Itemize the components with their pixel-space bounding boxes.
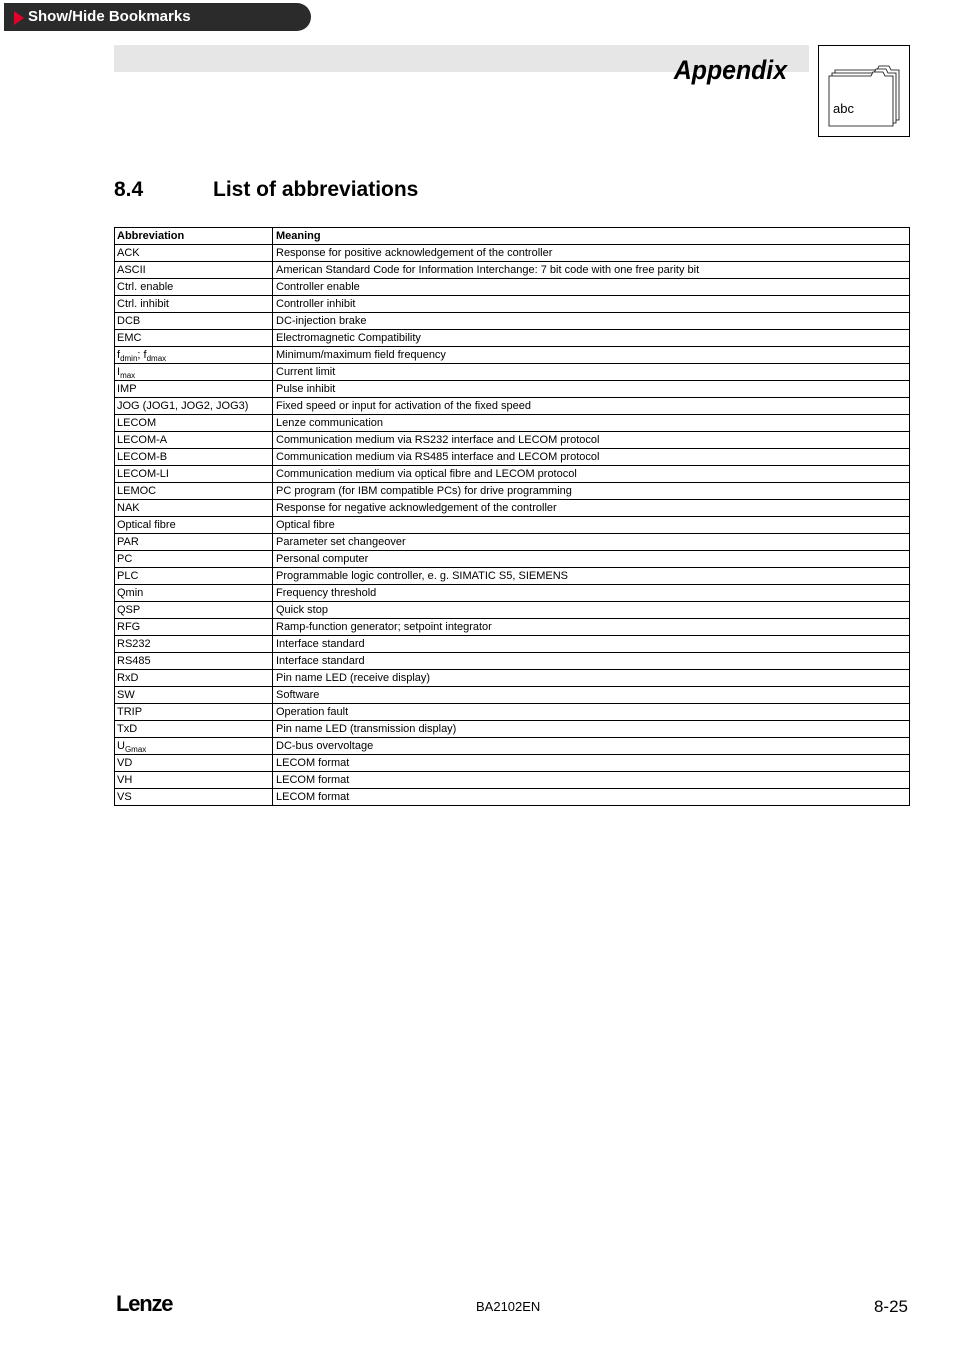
triangle-right-icon — [14, 11, 24, 25]
table-row — [115, 721, 910, 738]
table-row — [115, 789, 910, 806]
meaning-cell: Minimum/maximum field frequency — [273, 347, 910, 364]
page-number: 8-25 — [873, 1297, 908, 1316]
abbreviation-cell: PC — [115, 551, 273, 568]
table-row — [115, 551, 910, 568]
table-row — [115, 772, 910, 789]
meaning-cell: LECOM format — [273, 789, 910, 806]
table-row — [115, 262, 910, 279]
abbreviation-cell: TxD — [115, 721, 273, 738]
abbreviation-cell: VS — [115, 789, 273, 806]
abbreviation-cell: SW — [115, 687, 273, 704]
meaning-cell: Communication medium via RS232 interface and LECOM protocol — [273, 432, 910, 449]
abbreviation-cell: JOG (JOG1, JOG2, JOG3) — [115, 398, 273, 415]
meaning-cell: Programmable logic controller, e. g. SIMATIC S5, SIEMENS — [273, 568, 910, 585]
show-hide-bookmarks-button[interactable] — [4, 3, 311, 31]
meaning-cell: Ramp-function generator; setpoint integrator — [273, 619, 910, 636]
abbreviations-table — [114, 227, 910, 806]
table-row — [115, 517, 910, 534]
meaning-cell: Pulse inhibit — [273, 381, 910, 398]
meaning-cell: Interface standard — [273, 653, 910, 670]
abbreviation-cell: LEMOC — [115, 483, 273, 500]
meaning-cell: Current limit — [273, 364, 910, 381]
abbreviation-cell: IMP — [115, 381, 273, 398]
meaning-cell: Quick stop — [273, 602, 910, 619]
meaning-cell: Pin name LED (transmission display) — [273, 721, 910, 738]
table-row — [115, 653, 910, 670]
abbreviation-cell: DCB — [115, 313, 273, 330]
abbreviation-symbol: I — [117, 365, 121, 378]
meaning-cell: Electromagnetic Compatibility — [273, 330, 910, 347]
meaning-cell: Frequency threshold — [273, 585, 910, 602]
table-row — [115, 483, 910, 500]
chapter-title: Appendix — [673, 55, 787, 85]
abbreviation-cell: ASCII — [115, 262, 273, 279]
table-row — [115, 704, 910, 721]
meaning-cell: Operation fault — [273, 704, 910, 721]
abbreviation-subscript: dmax — [146, 353, 167, 363]
lenze-logo: Lenze — [116, 1291, 173, 1316]
abbreviation-cell: VH — [115, 772, 273, 789]
abbreviation-symbol: f — [117, 348, 121, 361]
chapter-tab — [818, 45, 910, 137]
table-body — [115, 245, 910, 806]
table-row — [115, 415, 910, 432]
meaning-cell: PC program (for IBM compatible PCs) for drive programming — [273, 483, 910, 500]
folder-tabs-icon — [819, 46, 909, 136]
abbreviation-symbol: f — [143, 348, 147, 361]
abbreviation-cell: Qmin — [115, 585, 273, 602]
table-row — [115, 296, 910, 313]
meaning-cell: Response for positive acknowledgement of the controller — [273, 245, 910, 262]
meaning-cell: Communication medium via RS485 interface and LECOM protocol — [273, 449, 910, 466]
meaning-cell: Controller enable — [273, 279, 910, 296]
abbreviation-cell: LECOM — [115, 415, 273, 432]
abbreviation-cell: LECOM-B — [115, 449, 273, 466]
abbreviation-cell: PAR — [115, 534, 273, 551]
abbreviation-cell: LECOM-A — [115, 432, 273, 449]
meaning-cell: Lenze communication — [273, 415, 910, 432]
abbreviation-cell: EMC — [115, 330, 273, 347]
bookmarks-button-label: Show/Hide Bookmarks — [28, 8, 191, 25]
meaning-cell: Optical fibre — [273, 517, 910, 534]
abbreviation-cell: Ctrl. enable — [115, 279, 273, 296]
column-header-meaning: Meaning — [273, 228, 910, 245]
table-header-row — [115, 228, 910, 245]
table-row — [115, 245, 910, 262]
abbreviation-cell: Ctrl. inhibit — [115, 296, 273, 313]
document-number: BA2102EN — [476, 1299, 541, 1314]
meaning-cell: Fixed speed or input for activation of the fixed speed — [273, 398, 910, 415]
abbreviation-subscript: dmin — [120, 353, 138, 363]
meaning-cell: Communication medium via optical fibre and LECOM protocol — [273, 466, 910, 483]
table-row — [115, 279, 910, 296]
table-row — [115, 330, 910, 347]
meaning-cell: LECOM format — [273, 755, 910, 772]
abbreviation-separator: ; — [137, 348, 144, 361]
table-row — [115, 449, 910, 466]
table-row — [115, 347, 910, 364]
table-row — [115, 738, 910, 755]
table-row — [115, 585, 910, 602]
table-row — [115, 500, 910, 517]
table-row — [115, 568, 910, 585]
meaning-cell: Interface standard — [273, 636, 910, 653]
meaning-cell: Response for negative acknowledgement of the controller — [273, 500, 910, 517]
abbreviation-cell — [115, 738, 273, 755]
table-row — [115, 670, 910, 687]
abbreviation-cell — [115, 364, 273, 381]
table-row — [115, 432, 910, 449]
meaning-cell: Parameter set changeover — [273, 534, 910, 551]
meaning-cell: DC-injection brake — [273, 313, 910, 330]
abbreviation-cell: Optical fibre — [115, 517, 273, 534]
table-row — [115, 619, 910, 636]
abbreviation-cell: RFG — [115, 619, 273, 636]
table-row — [115, 534, 910, 551]
meaning-cell: DC-bus overvoltage — [273, 738, 910, 755]
abbreviation-cell: LECOM-LI — [115, 466, 273, 483]
table-row — [115, 755, 910, 772]
table-row — [115, 313, 910, 330]
abbreviation-subscript: Gmax — [124, 744, 147, 754]
section-number: 8.4 — [114, 178, 144, 201]
abbreviation-cell: RxD — [115, 670, 273, 687]
meaning-cell: Pin name LED (receive display) — [273, 670, 910, 687]
abbreviation-cell: RS232 — [115, 636, 273, 653]
section-title: List of abbreviations — [213, 178, 419, 201]
meaning-cell: American Standard Code for Information Interchange: 7 bit code with one free parity bit — [273, 262, 910, 279]
abbreviation-cell: RS485 — [115, 653, 273, 670]
table-row — [115, 687, 910, 704]
table-row — [115, 466, 910, 483]
meaning-cell: Software — [273, 687, 910, 704]
abbreviation-symbol: U — [117, 739, 125, 752]
meaning-cell: Personal computer — [273, 551, 910, 568]
table-row — [115, 636, 910, 653]
meaning-cell: LECOM format — [273, 772, 910, 789]
table-row — [115, 398, 910, 415]
abbreviation-cell — [115, 347, 273, 364]
abbreviation-cell: TRIP — [115, 704, 273, 721]
abbreviation-cell: PLC — [115, 568, 273, 585]
tab-label: abc — [833, 101, 854, 116]
abbreviation-cell: ACK — [115, 245, 273, 262]
abbreviation-subscript: max — [120, 370, 136, 380]
abbreviation-cell: NAK — [115, 500, 273, 517]
abbreviation-cell: QSP — [115, 602, 273, 619]
column-header-abbreviation: Abbreviation — [115, 228, 273, 245]
table-row — [115, 602, 910, 619]
table-row — [115, 364, 910, 381]
meaning-cell: Controller inhibit — [273, 296, 910, 313]
table-row — [115, 381, 910, 398]
abbreviation-cell: VD — [115, 755, 273, 772]
